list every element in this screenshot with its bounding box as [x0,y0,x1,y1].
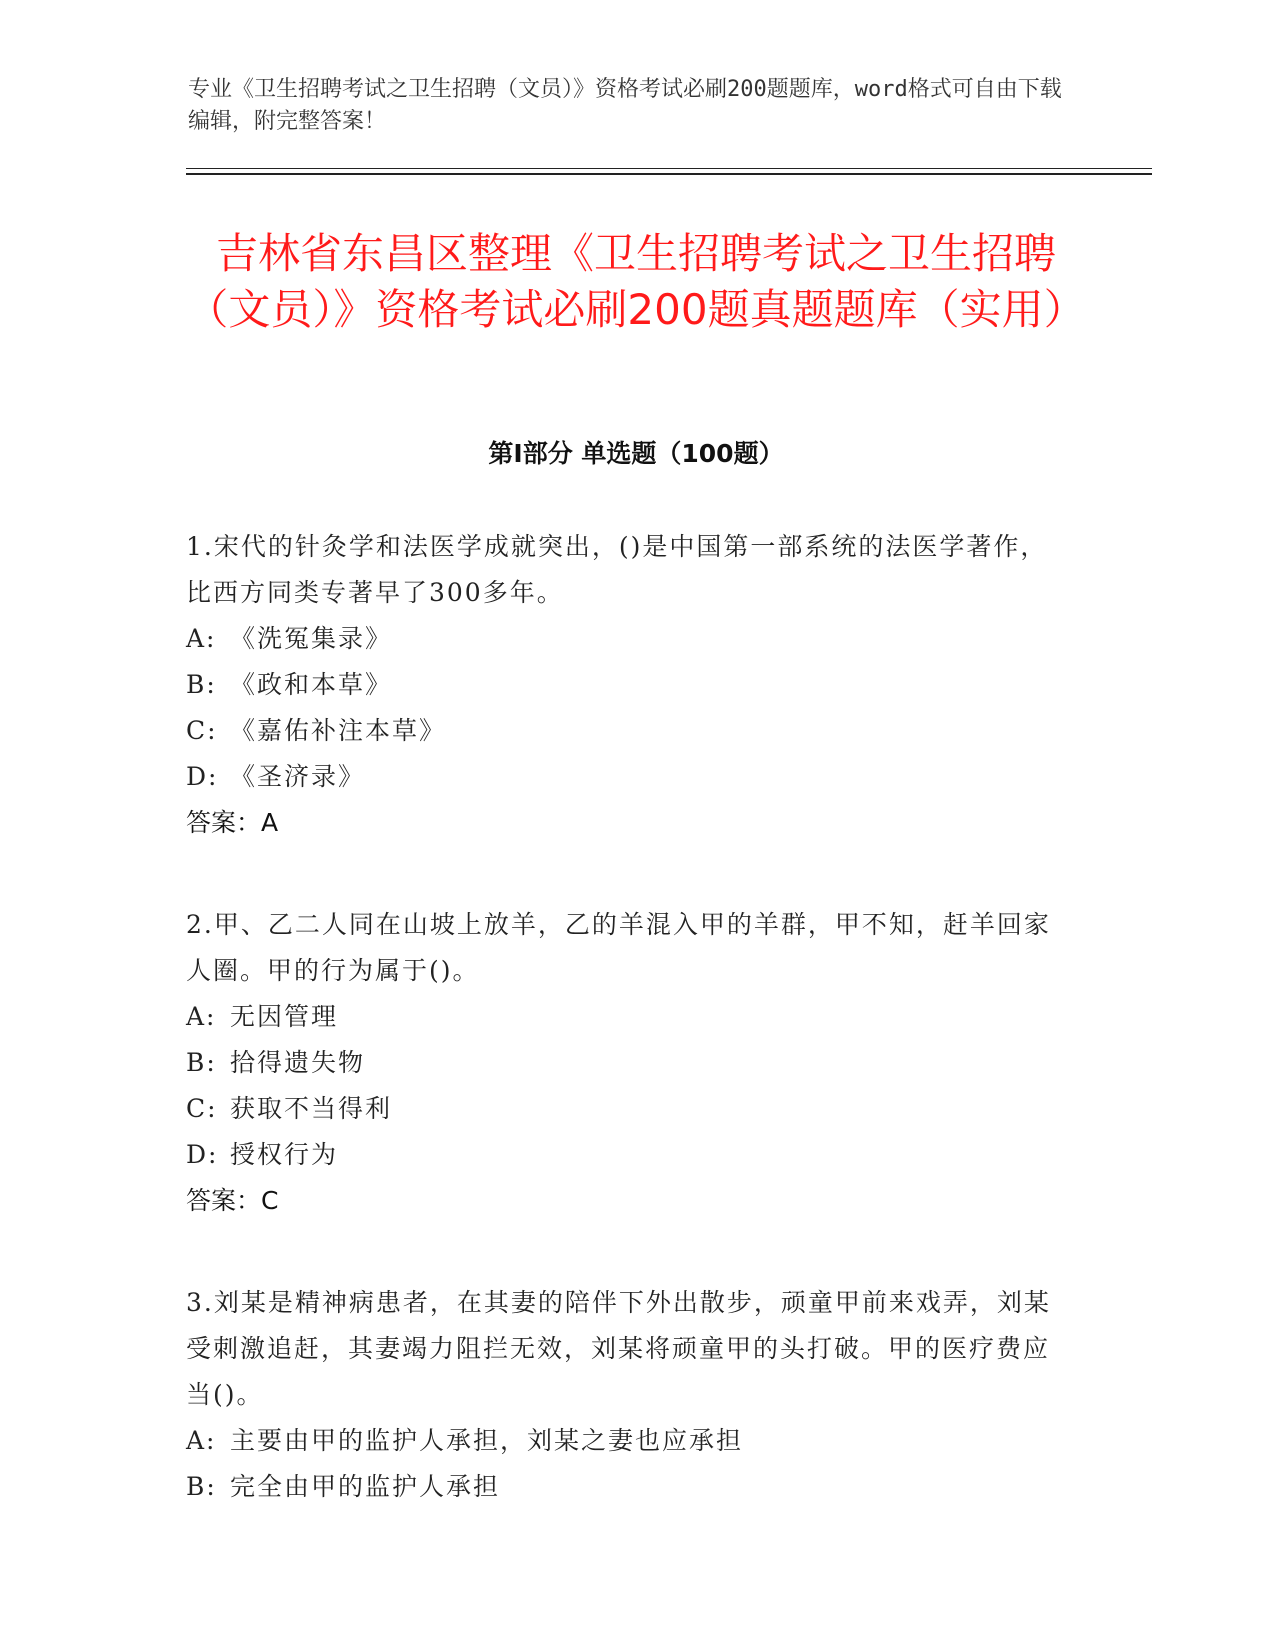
section-heading: 第Ⅰ部分 单选题（100题） [488,439,784,468]
option-a [186,616,1066,662]
question-2 [186,902,1066,1224]
question-3 [186,1280,1066,1510]
option-key: C: [186,716,218,745]
option-b [186,1464,1066,1510]
question-list [186,524,1066,1566]
option-b [186,1040,1066,1086]
question-stem: 3.刘某是精神病患者，在其妻的陪伴下外出散步，顽童甲前来戏弄，刘某受刺激追赶，其妻竭力阻拦无效，刘某将顽童甲的头打破。甲的医疗费应当()。 [186,1288,1051,1409]
option-text: 获取不当得利 [230,1094,393,1123]
option-text: 《嘉佑补注本草》 [230,716,447,745]
answer-line: 答案：A [186,808,279,837]
option-text: 《洗冤集录》 [230,624,393,653]
question-stem: 1.宋代的针灸学和法医学成就突出，()是中国第一部系统的法医学著作，比西方同类专著早了300多年。 [186,532,1048,607]
option-text: 完全由甲的监护人承担 [230,1472,501,1501]
option-text: 无因管理 [230,1002,339,1031]
option-key: D: [186,1140,219,1169]
option-text: 主要由甲的监护人承担，刘某之妻也应承担 [230,1426,744,1455]
option-key: A: [186,1002,217,1031]
option-text: 《圣济录》 [230,762,366,791]
header-divider-thick [186,173,1152,175]
question-stem: 2.甲、乙二人同在山坡上放羊，乙的羊混入甲的羊群，甲不知，赶羊回家人圈。甲的行为属于()。 [186,910,1051,985]
option-key: A: [186,1426,217,1455]
option-a [186,994,1066,1040]
option-key: B: [186,1472,217,1501]
option-d [186,754,1066,800]
option-c [186,708,1066,754]
option-key: B: [186,1048,217,1077]
option-c [186,1086,1066,1132]
answer-line: 答案：C [186,1186,279,1215]
option-text: 拾得遗失物 [230,1048,366,1077]
option-text: 《政和本草》 [230,670,393,699]
option-key: C: [186,1094,218,1123]
header-divider-thin [186,168,1152,169]
option-a [186,1418,1066,1464]
option-key: B: [186,670,217,699]
header-note: 专业《卫生招聘考试之卫生招聘（文员）》资格考试必刷200题题库，word格式可自由下载编辑，附完整答案！ [188,77,1062,134]
option-d [186,1132,1066,1178]
document-title: 吉林省东昌区整理《卫生招聘考试之卫生招聘（文员）》资格考试必刷200题真题题库（实用） [186,229,1086,334]
option-b [186,662,1066,708]
question-1 [186,524,1066,846]
option-text: 授权行为 [230,1140,339,1169]
option-key: A: [186,624,217,653]
option-key: D: [186,762,219,791]
